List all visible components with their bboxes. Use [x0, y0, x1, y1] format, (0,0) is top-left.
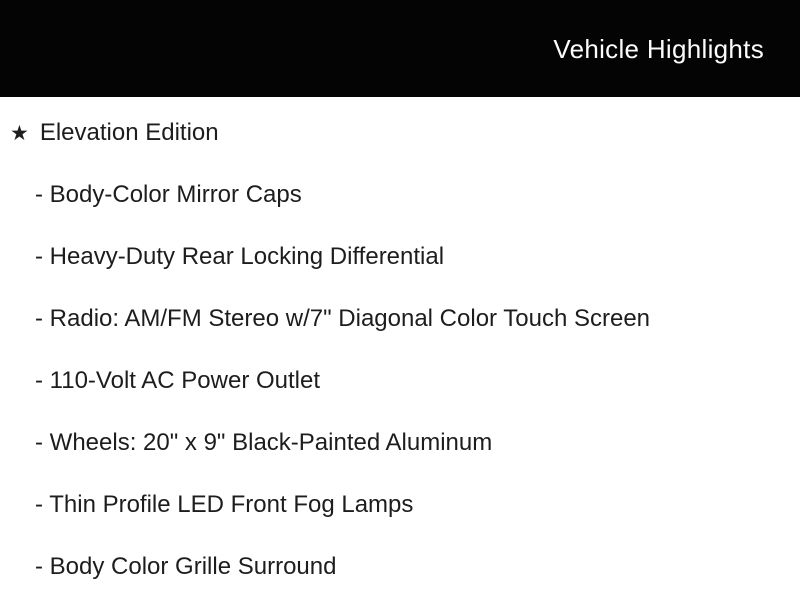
list-item	[35, 555, 780, 579]
header-bar	[0, 0, 800, 97]
list-item-label: - Wheels: 20" x 9" Black-Painted Aluminum	[35, 429, 493, 456]
list-item	[35, 431, 780, 455]
list-item-label: - Thin Profile LED Front Fog Lamps	[35, 491, 414, 518]
list-item-label: Elevation Edition	[39, 119, 219, 146]
list-item	[35, 493, 780, 517]
list-item	[35, 183, 780, 207]
list-item	[35, 307, 780, 331]
list-item-label: - Heavy-Duty Rear Locking Differential	[35, 243, 445, 270]
list-item-label: - Body-Color Mirror Caps	[35, 181, 302, 208]
list-item-main	[10, 121, 780, 145]
list-item-label: - Radio: AM/FM Stereo w/7" Diagonal Color Touch Screen	[35, 305, 651, 332]
list-item	[35, 245, 780, 269]
list-item	[35, 369, 780, 393]
page-title: Vehicle Highlights	[553, 33, 764, 64]
highlights-list	[0, 97, 800, 579]
star-icon: ★	[10, 121, 29, 145]
list-item-label: - Body Color Grille Surround	[35, 553, 337, 580]
list-item-label: - 110-Volt AC Power Outlet	[35, 367, 321, 394]
